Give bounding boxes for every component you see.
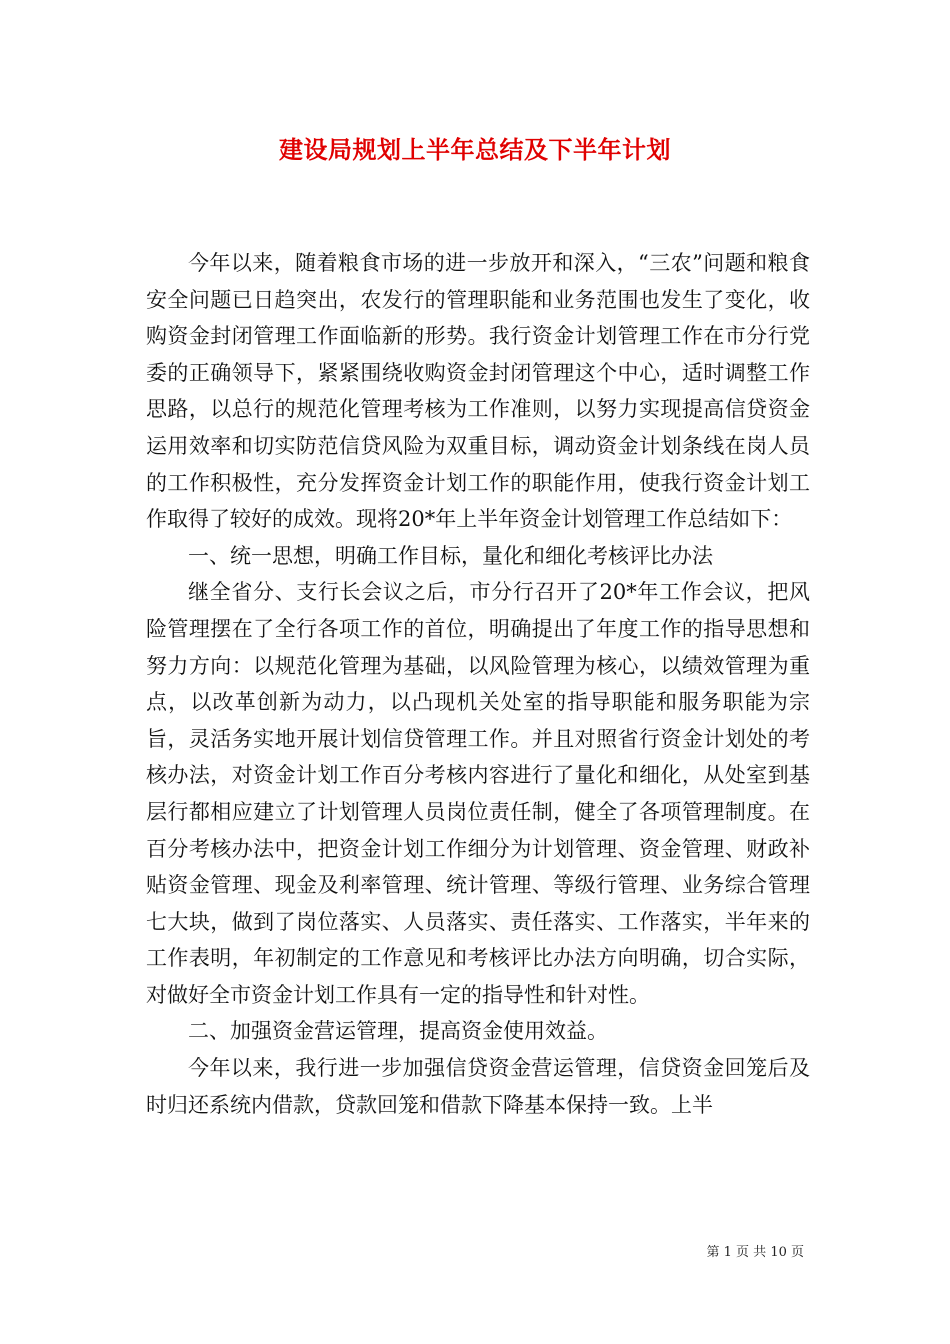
document-body: [146, 245, 810, 1123]
paragraph-section-1: 继全省分、支行长会议之后，市分行召开了20*年工作会议，把风险管理摆在了全行各项工作的首位，明确提出了年度工作的指导思想和努力方向：以规范化管理为基础，以风险管理为核心，以绩效管理为重点，以改革创新为动力，以凸现机关处室的指导职能和服务职能为宗旨，灵活务实地开展计划信贷管理工作。并且对照省行资金计划处的考核办法，对资金计划工作百分考核内容进行了量化和细化，从处室到基层行都相应建立了计划管理人员岗位责任制，健全了各项管理制度。在百分考核办法中，把资金计划工作细分为计划管理、资金管理、财政补贴资金管理、现金及利率管理、统计管理、等级行管理、业务综合管理七大块，做到了岗位落实、人员落实、责任落实、工作落实，半年来的工作表明，年初制定的工作意见和考核评比办法方向明确，切合实际，对做好全市资金计划工作具有一定的指导性和针对性。: [146, 580, 810, 1007]
document-title: 建设局规划上半年总结及下半年计划: [279, 135, 671, 164]
paragraph-intro: 今年以来，随着粮食市场的进一步放开和深入，“三农”问题和粮食安全问题已日趋突出，农发行的管理职能和业务范围也发生了变化，收购资金封闭管理工作面临新的形势。我行资金计划管理工作在市分行党委的正确领导下，紧紧围绕收购资金封闭管理这个中心，适时调整工作思路，以总行的规范化管理考核为工作准则，以努力实现提高信贷资金运用效率和切实防范信贷风险为双重目标，调动资金计划条线在岗人员的工作积极性，充分发挥资金计划工作的职能作用，使我行资金计划工作取得了较好的成效。现将20*年上半年资金计划管理工作总结如下：: [146, 251, 810, 532]
page-number: 第 1 页 共 10 页: [706, 1245, 804, 1260]
section-heading-2: 二、加强资金营运管理，提高资金使用效益。: [188, 1019, 608, 1044]
paragraph-section-2: 今年以来，我行进一步加强信贷资金营运管理，信贷资金回笼后及时归还系统内借款，贷款回笼和借款下降基本保持一致。上半: [146, 1056, 810, 1117]
section-heading-1: 一、统一思想，明确工作目标，量化和细化考核评比办法: [188, 543, 713, 568]
